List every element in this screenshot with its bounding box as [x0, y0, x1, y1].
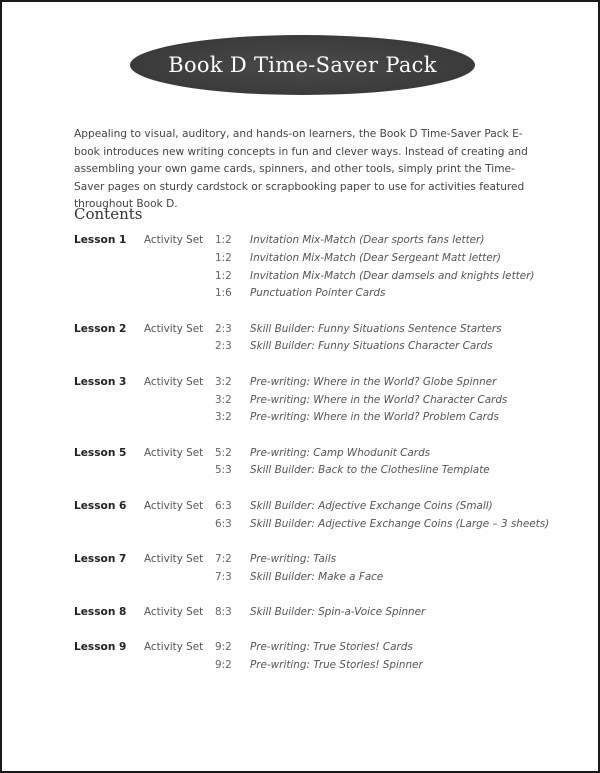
item-number: 3:2 — [215, 393, 232, 406]
lesson-name: Lesson 3 — [74, 375, 127, 388]
activity-type: Activity Set — [144, 605, 204, 618]
table-row — [74, 285, 544, 303]
page-title: Book D Time-Saver Pack — [168, 53, 437, 77]
item-number: 5:2 — [215, 446, 232, 459]
table-row — [74, 498, 544, 516]
item-description: Pre-writing: Tails — [250, 552, 337, 565]
title-banner — [130, 35, 475, 95]
item-number: 2:3 — [215, 340, 232, 353]
item-description: Invitation Mix-Match (Dear damsels and knights letter) — [250, 269, 535, 282]
lesson-block — [74, 445, 544, 481]
item-number: 2:3 — [215, 322, 232, 335]
lesson-name: Lesson 2 — [74, 322, 127, 335]
table-row — [74, 374, 544, 392]
item-number: 7:3 — [215, 570, 232, 583]
activity-type: Activity Set — [144, 375, 204, 388]
item-number: 6:3 — [215, 499, 232, 512]
table-row — [74, 338, 544, 356]
activity-type: Activity Set — [144, 322, 204, 335]
lesson-name: Lesson 9 — [74, 641, 127, 654]
table-row — [74, 462, 544, 480]
activity-type: Activity Set — [144, 234, 204, 246]
table-row — [74, 250, 544, 268]
item-number: 9:2 — [215, 659, 232, 672]
item-number: 1:2 — [215, 269, 232, 282]
lesson-block — [74, 374, 544, 427]
item-description: Pre-writing: True Stories! Spinner — [250, 659, 423, 672]
item-number: 1:6 — [215, 287, 232, 300]
intro-paragraph: Appealing to visual, auditory, and hands-on learners, the Book D Time-Saver Pack E-book introduces new writing concepts in fun and clever ways. Instead of creating and assembling your own game cards, spinners, and other tools, simply print the Time-Saver pages on sturdy cardstock or scrapbooking paper to use for activities featured throughout Book D. — [74, 128, 528, 210]
activity-type: Activity Set — [144, 446, 204, 459]
item-number: 3:2 — [215, 375, 232, 388]
lesson-block — [74, 639, 544, 675]
table-row — [74, 392, 544, 410]
table-row — [74, 321, 544, 339]
contents-heading: Contents — [74, 205, 143, 223]
item-number: 6:3 — [215, 517, 232, 530]
item-description: Skill Builder: Adjective Exchange Coins (Large – 3 sheets) — [250, 517, 550, 530]
item-description: Pre-writing: Where in the World? Globe Spinner — [250, 375, 497, 388]
item-description: Skill Builder: Make a Face — [250, 570, 384, 583]
table-row — [74, 604, 544, 622]
table-row — [74, 639, 544, 657]
lesson-name: Lesson 7 — [74, 552, 127, 565]
item-description: Pre-writing: Where in the World? Problem Cards — [250, 411, 499, 424]
item-number: 3:2 — [215, 411, 232, 424]
table-row — [74, 409, 544, 427]
item-description: Skill Builder: Adjective Exchange Coins (Small) — [250, 499, 493, 512]
item-description: Invitation Mix-Match (Dear Sergeant Matt letter) — [250, 251, 501, 264]
lesson-name: Lesson 1 — [74, 234, 127, 246]
lesson-block — [74, 321, 544, 357]
lesson-block — [74, 498, 550, 534]
item-description: Skill Builder: Funny Situations Character Cards — [250, 340, 493, 353]
item-number: 7:2 — [215, 552, 232, 565]
activity-type: Activity Set — [144, 499, 204, 512]
item-description: Punctuation Pointer Cards — [250, 287, 386, 300]
table-row — [74, 551, 544, 569]
item-description: Skill Builder: Spin-a-Voice Spinner — [250, 605, 426, 618]
item-description: Pre-writing: Camp Whodunit Cards — [250, 446, 431, 459]
item-number: 1:2 — [215, 234, 232, 246]
item-number: 8:3 — [215, 605, 232, 618]
item-number: 1:2 — [215, 251, 232, 264]
lesson-name: Lesson 5 — [74, 446, 127, 459]
item-number: 5:3 — [215, 464, 232, 477]
lesson-block — [74, 604, 544, 622]
lessons-table — [74, 232, 550, 692]
table-row — [74, 268, 544, 286]
item-number: 9:2 — [215, 641, 232, 654]
table-row — [74, 445, 544, 463]
item-description: Pre-writing: Where in the World? Character Cards — [250, 393, 508, 406]
table-row — [74, 657, 544, 675]
table-row — [74, 569, 544, 587]
item-description: Invitation Mix-Match (Dear sports fans letter) — [250, 234, 485, 246]
lesson-block — [74, 232, 544, 303]
table-row — [74, 232, 544, 250]
lesson-name: Lesson 6 — [74, 499, 127, 512]
item-description: Skill Builder: Funny Situations Sentence Starters — [250, 322, 502, 335]
activity-type: Activity Set — [144, 641, 204, 654]
activity-type: Activity Set — [144, 552, 204, 565]
table-row — [74, 516, 550, 534]
item-description: Skill Builder: Back to the Clothesline Template — [250, 464, 490, 477]
lesson-name: Lesson 8 — [74, 605, 127, 618]
lesson-block — [74, 551, 544, 587]
item-description: Pre-writing: True Stories! Cards — [250, 641, 413, 654]
